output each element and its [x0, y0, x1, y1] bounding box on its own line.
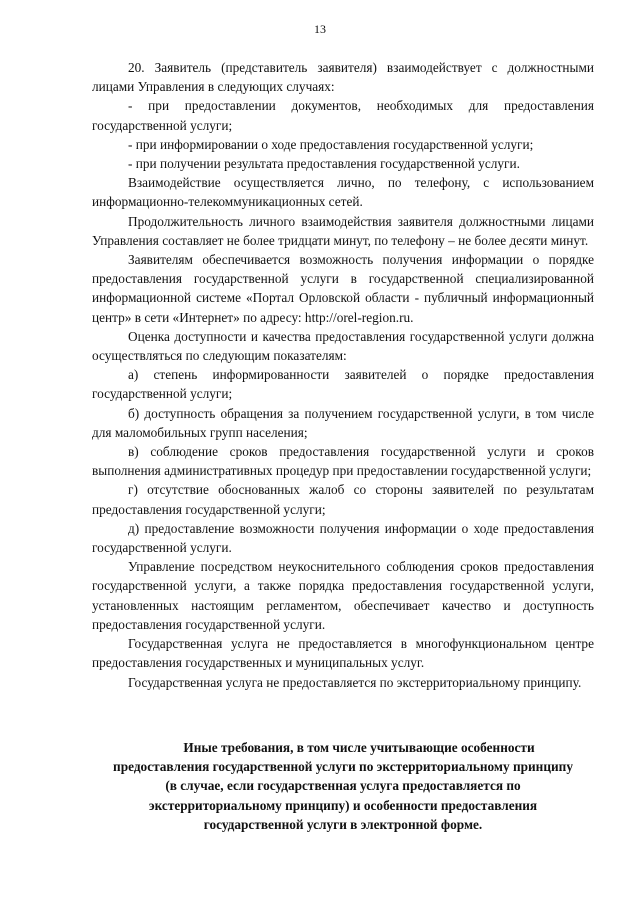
paragraph-indicator-c: в) соблюдение сроков предоставления государственной услуги и сроков выполнения административных процедур при предоставлении государственной услуги; — [92, 444, 594, 479]
section-heading-text: Иные требования, в том числе учитывающие особенности предоставления государственной услуги по экстерриториальному принципу (в случае, если государственная услуга предоставляется по экстерриториальному принципу) и особенности предоставления государственной услуги в электронной форме. — [113, 740, 573, 832]
paragraph-quality-assessment: Оценка доступности и качества предоставления государственной услуги должна осуществляться по следующим показателям: — [92, 328, 594, 364]
paragraph-interaction-methods: Взаимодействие осуществляется лично, по телефону, с использованием информационно-телекоммуникационных сетей. — [92, 175, 594, 210]
paragraph-portal-info: Заявителям обеспечивается возможность получения информации о порядке предоставления государственной услуги в государственной специализированной информационной системе «Портал Орловской области - публичный информационный центр» в сети «Интернет» по адресу: http://orel-region.ru. — [92, 252, 594, 325]
section-heading — [108, 738, 578, 834]
paragraph-mfc-not-provided: Государственная услуга не предоставляется в многофункциональном центре предоставления государственных и муниципальных услуг. — [92, 636, 594, 671]
paragraph-20-intro: 20. Заявитель (представитель заявителя) взаимодействует с должностными лицами Управления в следующих случаях: — [92, 60, 594, 95]
document-body — [92, 58, 594, 692]
page-number: 13 — [314, 22, 326, 36]
paragraph-indicator-d: г) отсутствие обоснованных жалоб со стороны заявителей по результатам предоставления государственной услуги; — [92, 482, 594, 517]
paragraph-indicator-a: а) степень информированности заявителей о порядке предоставления государственной услуги; — [92, 367, 594, 402]
paragraph-case-documents: - при предоставлении документов, необходимых для предоставления государственной услуги; — [92, 98, 594, 133]
paragraph-case-informing: - при информировании о ходе предоставления государственной услуги; — [128, 136, 534, 152]
paragraph-indicator-b: б) доступность обращения за получением государственной услуги, в том числе для маломобильных групп населения; — [92, 405, 594, 440]
paragraph-extraterritorial-not-provided: Государственная услуга не предоставляется по экстерриториальному принципу. — [128, 674, 582, 690]
paragraph-indicator-e: д) предоставление возможности получения информации о ходе предоставления государственной услуги. — [92, 520, 594, 556]
paragraph-case-result: - при получении результата предоставления государственной услуги. — [128, 156, 520, 172]
paragraph-interaction-duration: Продолжительность личного взаимодействия заявителя должностными лицами Управления составляет не более тридцати минут, по телефону – не более десяти минут. — [92, 213, 594, 248]
paragraph-management-quality: Управление посредством неукоснительного соблюдения сроков предоставления государственной услуги, а также порядка предоставления государственной услуги, установленных настоящим регламентом, обеспечивает качество и доступность предоставления государственной услуги. — [92, 559, 594, 632]
